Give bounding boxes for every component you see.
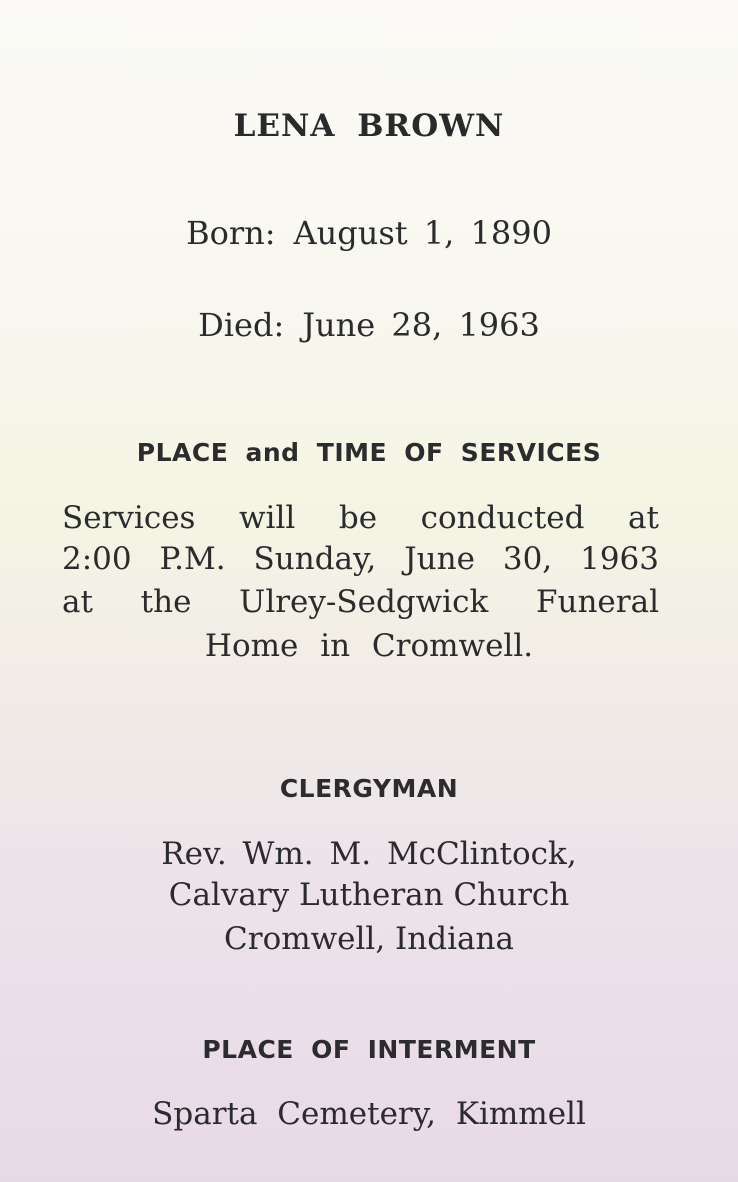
services-line-1: Services will be conducted at [62,500,659,536]
deceased-name: LENA BROWN [233,108,505,144]
clergyman-church: Calvary Lutheran Church [168,877,570,913]
born-label: Born: [186,214,276,252]
died-label: Died: [198,306,285,344]
clergyman-name: Rev. Wm. M. McClintock, [161,836,577,872]
interment-heading: PLACE OF INTERMENT [202,1035,536,1064]
clergyman-heading: CLERGYMAN [279,774,459,803]
services-heading: PLACE and TIME OF SERVICES [136,438,602,467]
clergyman-city: Cromwell, Indiana [224,921,514,957]
died-date: June 28, 1963 [302,306,540,344]
born-line [0,214,738,252]
died-line [0,306,738,344]
services-line-3: at the Ulrey-Sedgwick Funeral [62,584,659,620]
interment-location: Sparta Cemetery, Kimmell [152,1096,586,1132]
services-line-4: Home in Cromwell. [204,628,534,664]
born-date: August 1, 1890 [293,214,552,252]
services-line-2: 2:00 P.M. Sunday, June 30, 1963 [62,541,659,577]
